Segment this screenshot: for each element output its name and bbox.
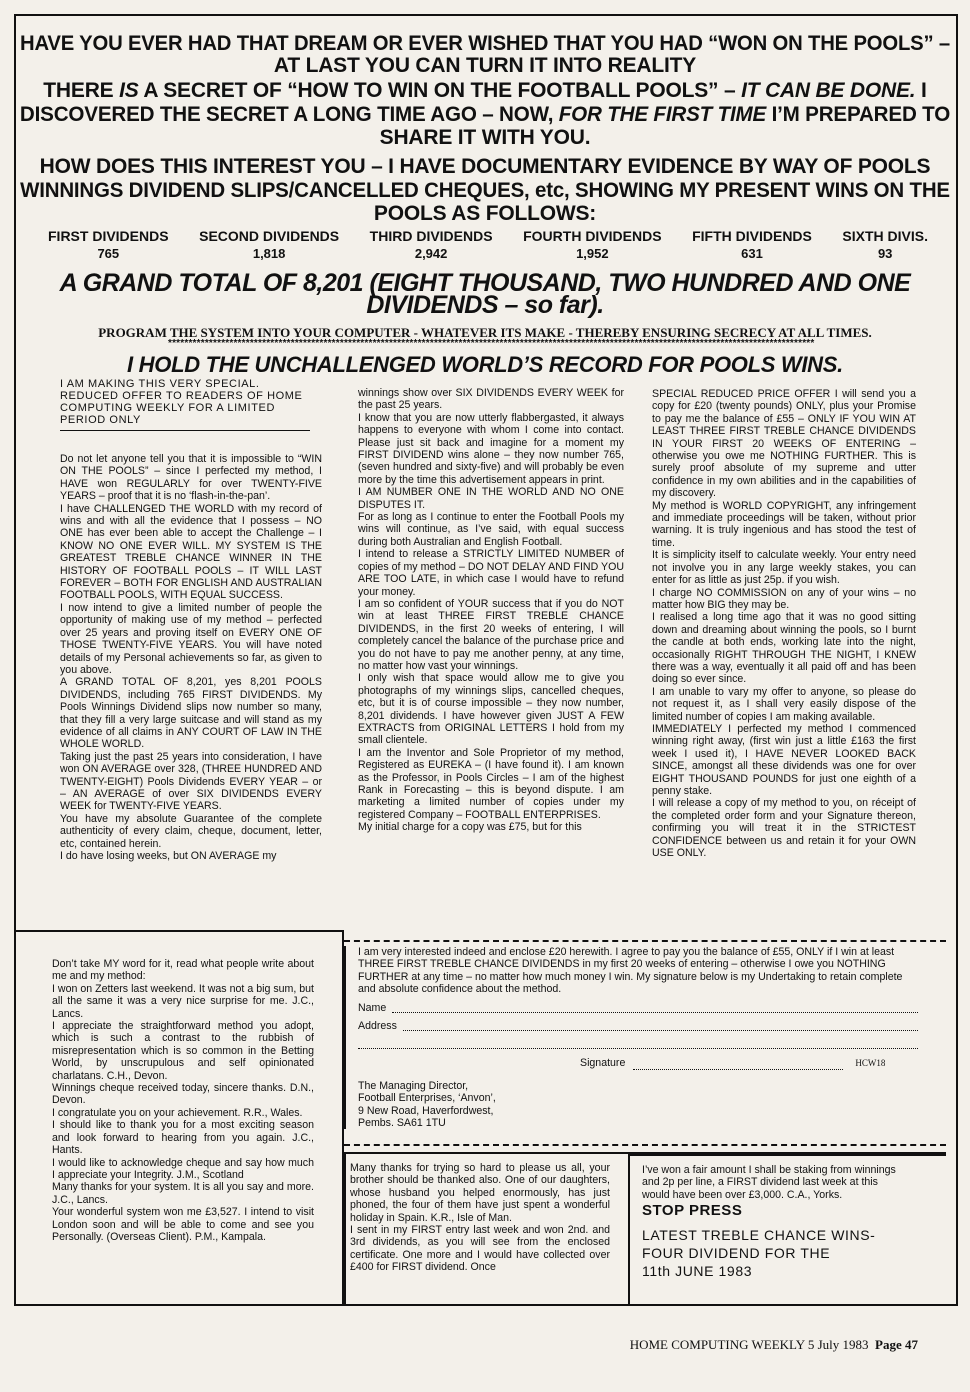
headline-line-5: SHARE IT WITH YOU. — [379, 126, 591, 149]
headline-line-6: HOW DOES THIS INTEREST YOU – I HAVE DOCUMENTARY EVIDENCE BY WAY OF POOLS — [39, 155, 931, 178]
signature-field[interactable] — [633, 1059, 843, 1070]
star-divider: ************************************************************************************************************************************************************** — [168, 338, 815, 349]
bottom-mid-text: Many thanks for trying so hard to please us all, your brother should be thanked also. One of our daughters, whose husband you helped enormously, has just phoned, the four of them have just spent a wonderful holiday in Spain. K.R., Isle of Man. I sent in my FIRST entry last week and won 2nd. and 3rd dividends, as you will see from the enclosed certificate. One more and I would have collected over £400 for FIRST dividend. Once — [350, 1162, 610, 1274]
address-field[interactable]: Address — [358, 1020, 918, 1032]
dividends-row — [48, 228, 928, 264]
stop-press-text: I’ve won a fair amount I shall be staking from winnings and 2p per line, a FIRST dividend last week at this would have been over £3,000. C.A., Yorks. STOP PRESS LATEST TREBLE CHANCE WINS- FOUR DIVIDEND FOR THE 11th JUNE 1983 — [642, 1164, 904, 1280]
coupon-agreement: I am very interested indeed and enclose £20 herewith. I agree to pay you the balance of £55, ONLY if I win at least THREE FIRST TREBLE CHANCE DIVIDENDS in my first 20 weeks of entering – otherwise I owe you NOTHING FURTHER at any time – no matter how much money I win. My signature below is my Undertaking to retain complete and absolute confidence about the method. — [358, 946, 903, 996]
dividend-third: THIRD DIVIDENDS 2,942 — [369, 228, 493, 261]
grand-total-line-2: DIVIDENDS – so far). — [366, 291, 604, 319]
address-line-1: The Managing Director, — [358, 1079, 469, 1092]
headline-line-8: POOLS AS FOLLOWS: — [373, 202, 597, 225]
special-offer-intro: I AM MAKING THIS VERY SPECIAL. REDUCED OFFER TO READERS OF HOME COMPUTING WEEKLY FOR A LIMITED PERIOD ONLY — [60, 378, 310, 431]
headline-line-7: WINNINGS DIVIDEND SLIPS/CANCELLED CHEQUES, etc, SHOWING MY PRESENT WINS ON THE — [20, 179, 950, 202]
column-1: I AM MAKING THIS VERY SPECIAL. REDUCED OFFER TO READERS OF HOME COMPUTING WEEKLY FOR A LIMITED PERIOD ONLY Do not let anyone tell you that it is impossible to “WIN ON THE POOLS” – since I perfected my method, I HAVE won REGULARLY for over TWENTY-FIVE YEARS – proof that it is no ‘flash-in-the-pan’. I have CHALLENGED THE WORLD with my record of wins and with all the evidence that I possess – NO ONE has ever been able to accept the Challenge – I KNOW NO ONE EVER WILL. MY SYSTEM IS THE GREATEST TREBLE CHANCE WINNER IN THE HISTORY OF FOOTBALL POOLS – IT WILL LAST FOREVER – BOTH FOR ENGLISH AND AUSTRALIAN FOOTBALL POOLS, WITH EQUAL SUCCESS. I now intend to give a limited number of people the opportunity of making use of my method – perfected over 25 years and proving itself on EVERY ONE OF THOSE TWENTY-FIVE YEARS. You will have noted details of my Personal achievements so far, as given to you above. A GRAND TOTAL OF 8,201, yes 8,201 POOLS DIVIDENDS, including 765 FIRST DIVIDENDS. My Pools Winnings Dividend slips now number so many, that they fill a very large suitcase and will stand as my evidence of all claims in ANY COURT OF LAW IN THE WHOLE WORLD. Taking just the past 25 years into consideration, I have won ON AVERAGE over 328, (THREE HUNDRED AND TWENTY-EIGHT) Pools Dividends EVERY YEAR – or – AN AVERAGE of over SIX DIVIDENDS EVERY WEEK for TWENTY-FIVE YEARS. You have my absolute Guarantee of the complete authenticity of every claim, cheque, document, letter, etc, contained herein. I do have losing weeks, but ON AVERAGE my — [60, 378, 322, 862]
column-3: SPECIAL REDUCED PRICE OFFER I will send you a copy for £20 (twenty pounds) ONLY, plus your Promise to pay me the balance of £55 – ONLY IF YOU WIN AT LEAST THREE FIRST TREBLE CHANCE DIVIDENDS IN YOUR FIRST 20 WEEKS OF ENTERING – otherwise you owe me NOTHING FURTHER. This is surely proof absolute of my supreme and utter confidence in my own abilities and in the capabilities of my discovery. My method is WORLD COPYRIGHT, any infringement and immediate proceedings will be taken, without prior warning. It is truly ingenious and has stood the test of time. It is simplicity itself to calculate weekly. Your entry need not involve you in any large weekly stakes, you can enter for as little as just 25p. if you wish. I charge NO COMMISSION on any of your wins – no matter how BIG they may be. I realised a long time ago that it was no good sitting down and dreaming about winning the pools, so I burnt the candle at both ends, working late into the night, occasionally RIGHT THROUGH THE NIGHT, I KNEW there was a way, eventually it all paid off and has been doing so ever since. I am unable to vary my offer to anyone, so please do not request it, as I shall very easily dispose of the limited number of copies I am making available. IMMEDIATELY I perfected my method I commenced winning right away, (first win just a little £163 the first week I used it), I HAVE NEVER LOOKED BACK SINCE, amongst all these dividends was one for over EIGHT THOUSAND POUNDS for just one eighth of a penny stake. I will release a copy of my method to you, on réceipt of the completed order form and your Signature thereon, confirming you will treat it in the STRICTEST CONFIDENCE between us and retain it for your OWN USE ONLY. — [652, 388, 916, 860]
name-field[interactable]: Name — [358, 1002, 918, 1014]
coupon-body — [344, 946, 918, 1129]
address-line-4: Pembs. SA61 1TU — [358, 1117, 446, 1130]
publication-name: HOME COMPUTING WEEKLY 5 July 1983 — [629, 1337, 869, 1352]
headline-line-1: HAVE YOU EVER HAD THAT DREAM OR EVER WISHED THAT YOU HAD “WON ON THE POOLS” – — [19, 32, 950, 55]
dividend-second: SECOND DIVIDENDS 1,818 — [199, 228, 340, 261]
headline-line-2: AT LAST YOU CAN TURN IT INTO REALITY — [273, 54, 697, 77]
grand-total-line-1: A GRAND TOTAL OF 8,201 (EIGHT THOUSAND, TWO HUNDRED AND ONE — [59, 269, 911, 297]
record-heading: I HOLD THE UNCHALLENGED WORLD’S RECORD FOR POOLS WINS. — [127, 352, 843, 377]
program-line: PROGRAM THE SYSTEM INTO YOUR COMPUTER - WHATEVER ITS MAKE - THEREBY ENSURING SECRECY AT ALL TIMES. — [98, 325, 872, 340]
stop-press-box — [628, 1152, 946, 1306]
address-field-line-2[interactable] — [358, 1038, 918, 1049]
address-line-3: 9 New Road, Haverfordwest, — [358, 1104, 494, 1117]
coupon-code: HCW18 — [855, 1058, 886, 1069]
testimonials-box — [14, 930, 344, 1306]
stop-press-heading: STOP PRESS — [642, 1202, 743, 1220]
headline-line-4: DISCOVERED THE SECRET A LONG TIME AGO – NOW, FOR THE FIRST TIME I’M PREPARED TO — [19, 103, 951, 126]
latest-wins-line-1: LATEST TREBLE CHANCE WINS- — [642, 1226, 876, 1243]
order-coupon — [344, 940, 946, 1146]
testimonials-text: Don’t take MY word for it, read what people write about me and my method: I won on Zetters last weekend. It was not a big sum, but all the same it was a very nice surprise for me. J.C., Lancs. I appreciate the straightforward method you adopt, which is such a contrast to the rubbish of misrepresentation which is so common in the Betting World, by unscrupulous and self opinionated charlatans. C.H., Devon. Winnings cheque received today, sincere thanks. D.N., Devon. I congratulate you on your achievement. R.R., Wales. I should like to thank you for a most exciting season and look forward to hearing from you again. J.C., Hants. I would like to acknowledge cheque and say how much I appreciate your Integrity. J.M., Scotland Many thanks for your system. It is all you say and more. J.C., Lancs. Your wonderful system won me £3,527. I intend to visit London soon and will be able to come and see you Personally. (Overseas Client). P.M., Kampala. — [52, 958, 314, 1243]
address-line-2: Football Enterprises, ‘Anvon’, — [358, 1092, 496, 1105]
latest-wins-line-2: FOUR DIVIDEND FOR THE — [642, 1244, 831, 1261]
headline-line-3: THERE IS A SECRET OF “HOW TO WIN ON THE FOOTBALL POOLS” – IT CAN BE DONE. I — [43, 79, 927, 102]
column-2: winnings show over SIX DIVIDENDS EVERY WEEK for the past 25 years. I know that you are now utterly flabbergasted, it always happens to everyone with whom I come into contact. Please just sit back and imagine for a moment my FIRST DIVIDEND wins alone – they now number 765, (seven hundred and sixty-five) and will probably be even more by the time this advertisement appears in print. I AM NUMBER ONE IN THE WORLD AND NO ONE DISPUTES IT. For as long as I continue to enter the Football Pools my wins will continue, as I’ve said, with equal success during both Australian and English Football. I intend to release a STRICTLY LIMITED NUMBER of copies of my method – DO NOT DELAY AND FIND YOU ARE TOO LATE, in which case I would have to refund your money. I am so confident of YOUR success that if you do NOT win at least THREE FIRST TREBLE CHANCE DIVIDENDS, in the first 20 weeks of entering, I will completely cancel the balance of the purchase price and you do not have to pay me another penny, at any time, no matter how vast your winnings. I only wish that space would allow me to give you photographs of my winnings slips, cancelled cheques, etc, but it is of course impossible – they now number, 8,201 dividends. I have however given JUST A FEW EXTRACTS from ORIGINAL LETTERS I hold from my small clientele. I am the Inventor and Sole Proprietor of my method, Registered as EUREKA – (I have found it). I am known as the Professor, in Pools Circles – I am of the highest Rank in Forecasting – this is beyond dispute. I am marketing a limited number of copies under my registered Company – FOOTBALL ENTERPRISES. My initial charge for a copy was £75, but for this — [358, 387, 624, 834]
page-footer — [630, 1337, 918, 1353]
dividend-fifth: FIFTH DIVIDENDS 631 — [692, 228, 812, 261]
signature-row: Signature HCW18 — [580, 1057, 886, 1070]
page-number: Page 47 — [875, 1337, 918, 1352]
dividend-fourth: FOURTH DIVIDENDS 1,952 — [523, 228, 662, 261]
dividend-first: FIRST DIVIDENDS 765 — [48, 228, 169, 261]
latest-wins-line-3: 11th JUNE 1983 — [642, 1262, 753, 1279]
dividend-sixth: SIXTH DIVIS. 93 — [842, 228, 928, 261]
